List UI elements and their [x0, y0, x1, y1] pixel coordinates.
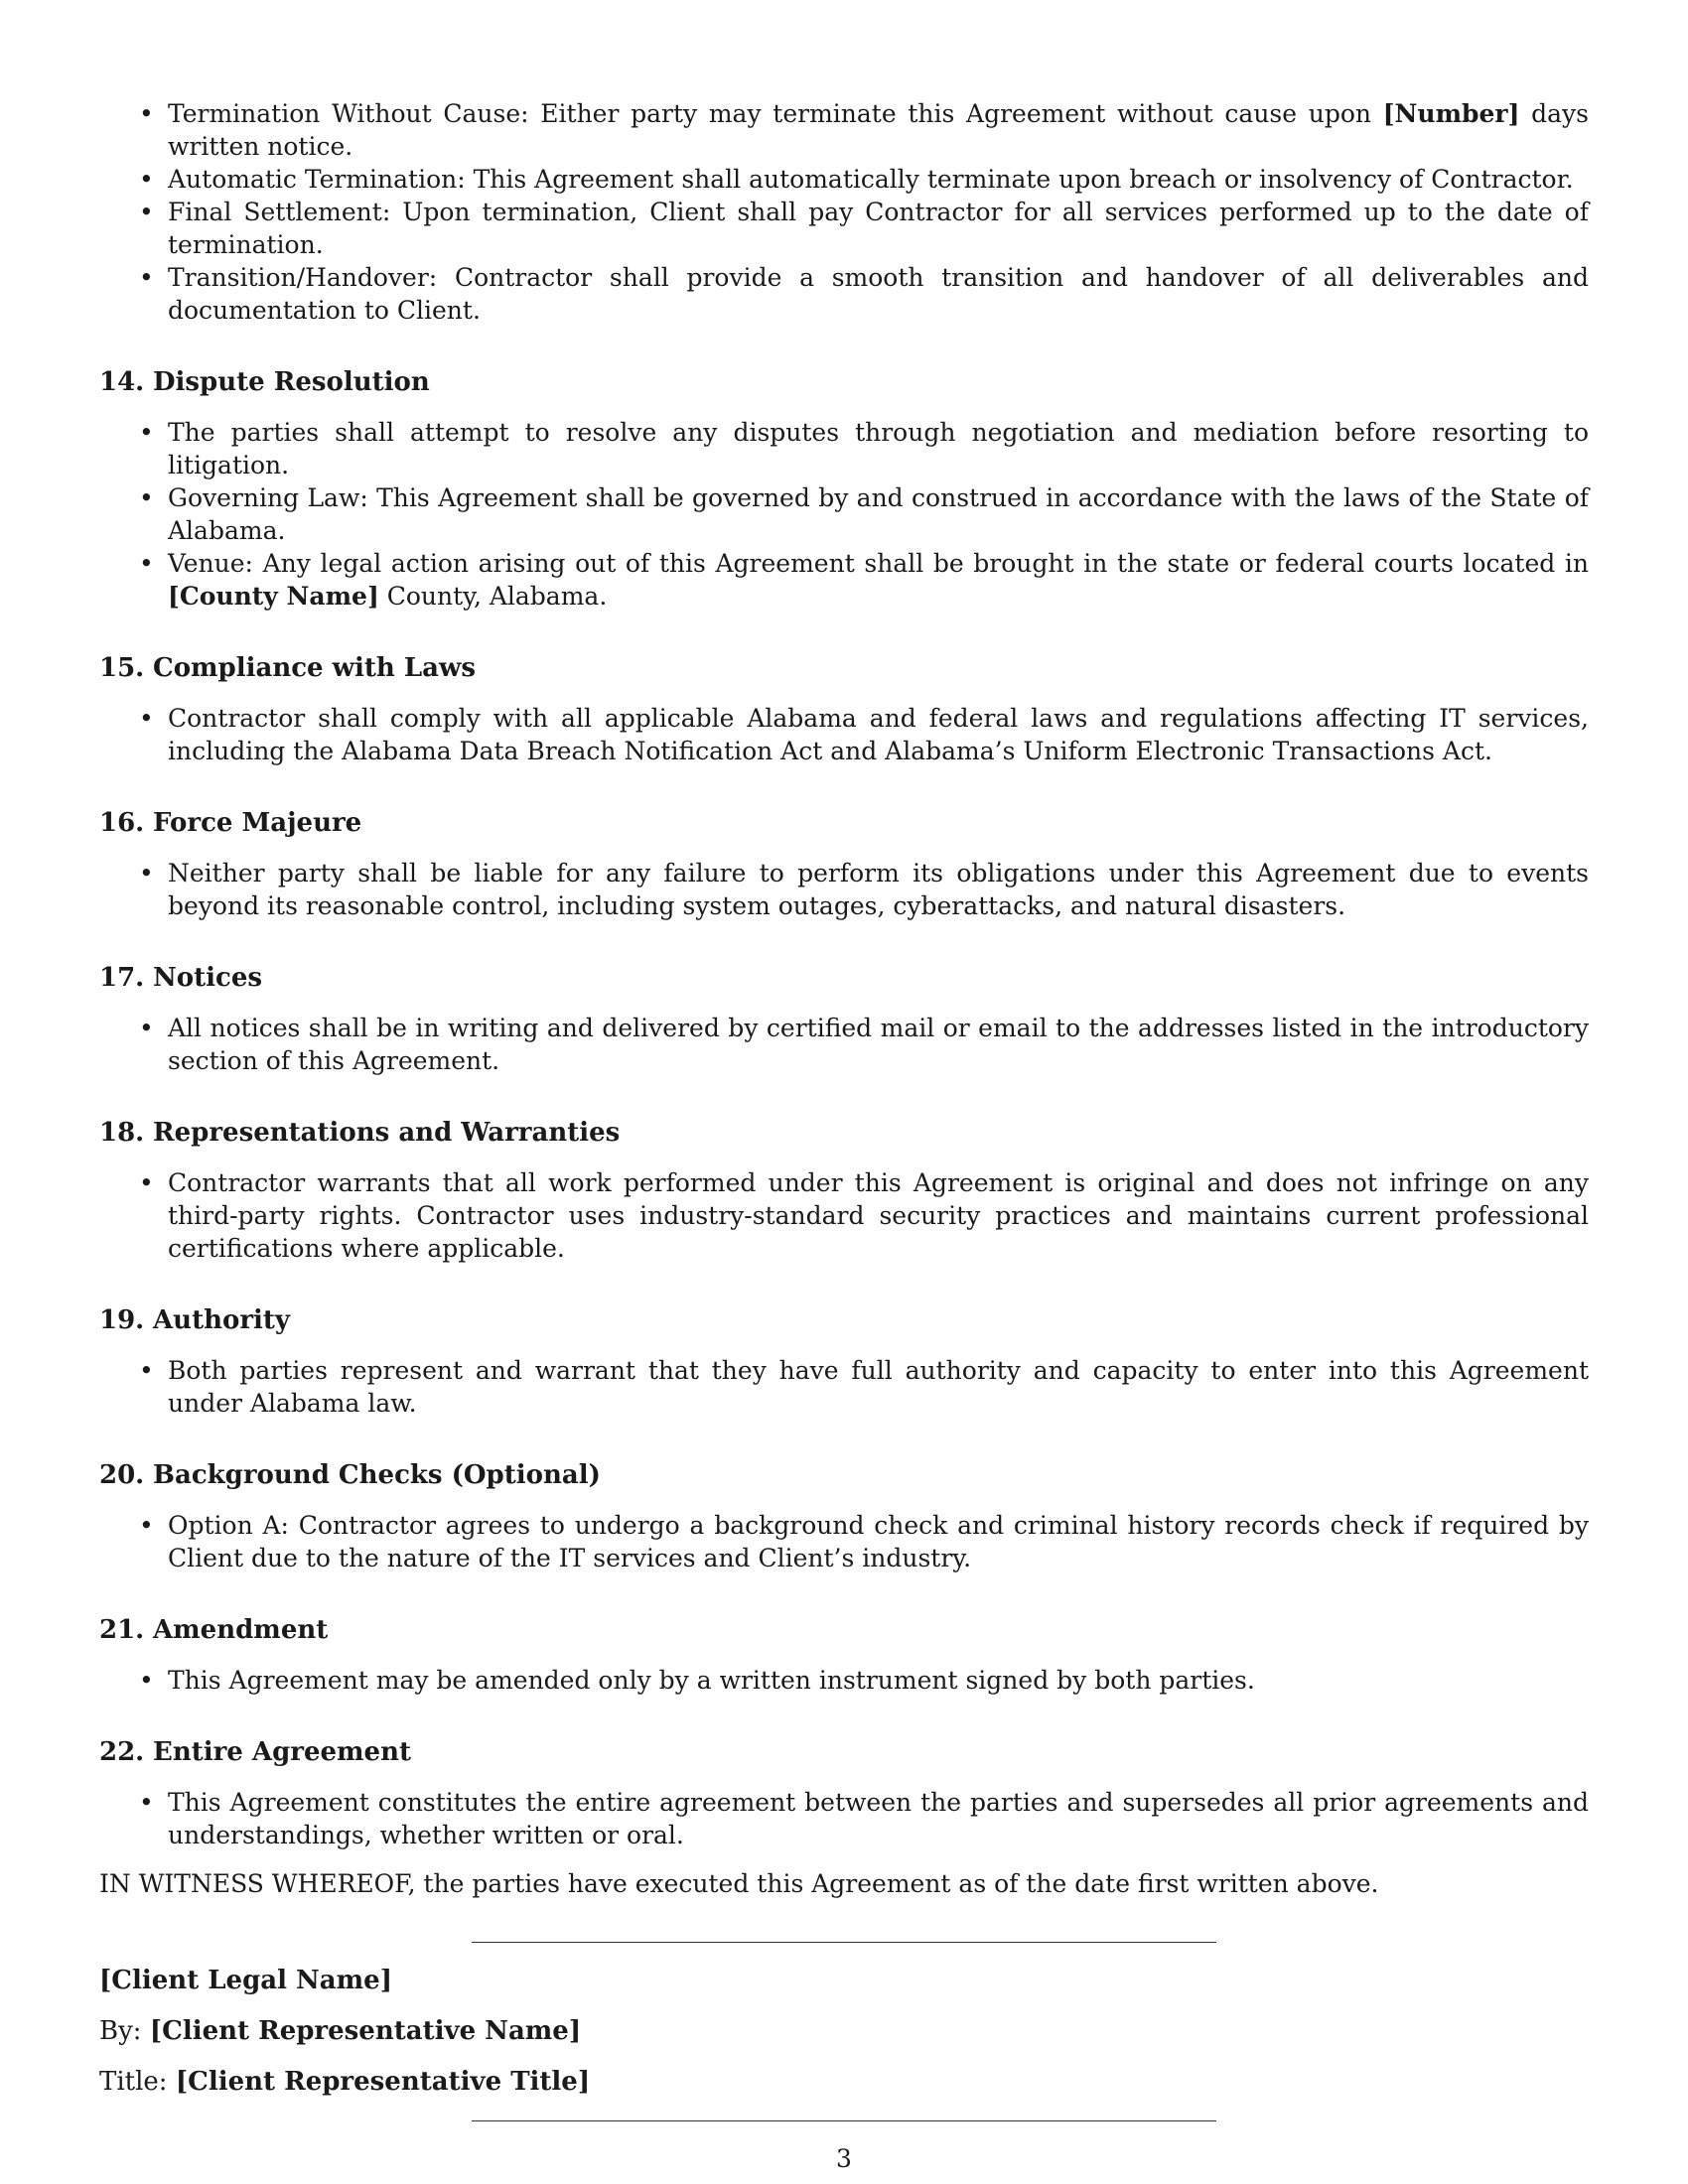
- section-authority: [99, 1304, 1589, 1420]
- bullet-item: • Transition/Handover: Contractor shall provide a smooth transition and handover of all deliverables and documentation to Client.: [99, 261, 1589, 327]
- document-page: [99, 97, 1589, 2121]
- bullet-item: • This Agreement constitutes the entire agreement between the parties and supersedes all prior agreements and understandings, whether written or oral.: [99, 1786, 1589, 1851]
- section-title: Force Majeure: [153, 808, 362, 838]
- bullet-item: • Contractor shall comply with all applicable Alabama and federal laws and regulations affecting IT services, including the Alabama Data Breach Notification Act and Alabama’s Uniform Electronic Transactions Act.: [99, 702, 1589, 767]
- section-title: Authority: [153, 1305, 291, 1335]
- section-title: Amendment: [153, 1615, 329, 1645]
- bullet-item: • Governing Law: This Agreement shall be governed by and construed in accordance with the laws of the State of Alabama.: [99, 481, 1589, 547]
- section-compliance-with-laws: [99, 652, 1589, 767]
- section-bullet-list: [99, 1786, 1589, 1851]
- bullet-item: • Contractor warrants that all work performed under this Agreement is original and does not infringe on any third-party rights. Contractor uses industry-standard security practices and maintains current professional certifications where applicable.: [99, 1166, 1589, 1265]
- section-heading: [99, 652, 1589, 685]
- section-title: Background Checks (Optional): [153, 1460, 601, 1490]
- signature-line: [472, 1942, 1216, 1943]
- section-bullet-list: [99, 1354, 1589, 1420]
- section-bullet-list: [99, 1509, 1589, 1574]
- section-number: 20.: [99, 1460, 145, 1490]
- page-number: 3: [836, 2144, 852, 2173]
- section-heading: [99, 1459, 1589, 1492]
- client-signature-block: [99, 1965, 1589, 2099]
- section-force-majeure: [99, 807, 1589, 922]
- section-representations-and-warranties: [99, 1117, 1589, 1265]
- section-number: 16.: [99, 808, 145, 838]
- section-heading: [99, 962, 1589, 995]
- bullet-item: • Both parties represent and warrant that they have full authority and capacity to enter into this Agreement under Alabama law.: [99, 1354, 1589, 1420]
- section-number: 22.: [99, 1737, 145, 1767]
- section-heading: [99, 1736, 1589, 1769]
- bullet-item: • Option A: Contractor agrees to undergo a background check and criminal history records check if required by Client due to the nature of the IT services and Client’s industry.: [99, 1509, 1589, 1574]
- bullet-item: • Neither party shall be liable for any failure to perform its obligations under this Agreement due to events beyond its reasonable control, including system outages, cyberattacks, and natural disasters.: [99, 857, 1589, 922]
- section-entire-agreement: [99, 1736, 1589, 1851]
- section-title: Dispute Resolution: [153, 367, 430, 397]
- section-number: 17.: [99, 963, 145, 993]
- section-number: 14.: [99, 367, 145, 397]
- section-number: 21.: [99, 1615, 145, 1645]
- bullet-item: • The parties shall attempt to resolve any disputes through negotiation and mediation before resorting to litigation.: [99, 416, 1589, 481]
- section-title: Entire Agreement: [153, 1737, 411, 1767]
- section-notices: [99, 962, 1589, 1077]
- section-bullet-list: [99, 857, 1589, 922]
- section-background-checks: [99, 1459, 1589, 1574]
- section-title: Representations and Warranties: [153, 1118, 621, 1148]
- section-heading: [99, 1614, 1589, 1647]
- bullet-item: • Final Settlement: Upon termination, Client shall pay Contractor for all services performed up to the date of termination.: [99, 196, 1589, 261]
- signature-line: [472, 2120, 1216, 2121]
- witness-statement: IN WITNESS WHEREOF, the parties have executed this Agreement as of the date first written above.: [99, 1869, 1379, 1898]
- section-bullet-list: [99, 416, 1589, 613]
- section-heading: [99, 1117, 1589, 1150]
- section-amendment: [99, 1614, 1589, 1697]
- termination-bullet-list: [99, 97, 1589, 327]
- section-title: Compliance with Laws: [153, 653, 477, 683]
- section-dispute-resolution: [99, 366, 1589, 613]
- section-bullet-list: [99, 1012, 1589, 1077]
- section-number: 18.: [99, 1118, 145, 1148]
- section-bullet-list: [99, 702, 1589, 767]
- bullet-item: • Termination Without Cause: Either party may terminate this Agreement without cause upon [Number] days written notice.: [99, 97, 1589, 163]
- bullet-item: • This Agreement may be amended only by a written instrument signed by both parties.: [99, 1664, 1589, 1697]
- section-heading: [99, 1304, 1589, 1337]
- bullet-item: • Venue: Any legal action arising out of this Agreement shall be brought in the state or federal courts located in [County Name] County, Alabama.: [99, 547, 1589, 613]
- client-representative-title: Title: [Client Representative Title]: [99, 2067, 591, 2097]
- bullet-item: • All notices shall be in writing and delivered by certified mail or email to the addresses listed in the introductory section of this Agreement.: [99, 1012, 1589, 1077]
- client-representative-name: By: [Client Representative Name]: [99, 2016, 582, 2046]
- section-heading: [99, 366, 1589, 399]
- section-bullet-list: [99, 1166, 1589, 1265]
- client-legal-name: [Client Legal Name]: [99, 1966, 393, 1995]
- section-number: 19.: [99, 1305, 145, 1335]
- section-title: Notices: [153, 963, 263, 993]
- section-bullet-list: [99, 1664, 1589, 1697]
- bullet-item: • Automatic Termination: This Agreement shall automatically terminate upon breach or insolvency of Contractor.: [99, 163, 1589, 196]
- section-number: 15.: [99, 653, 145, 683]
- section-heading: [99, 807, 1589, 840]
